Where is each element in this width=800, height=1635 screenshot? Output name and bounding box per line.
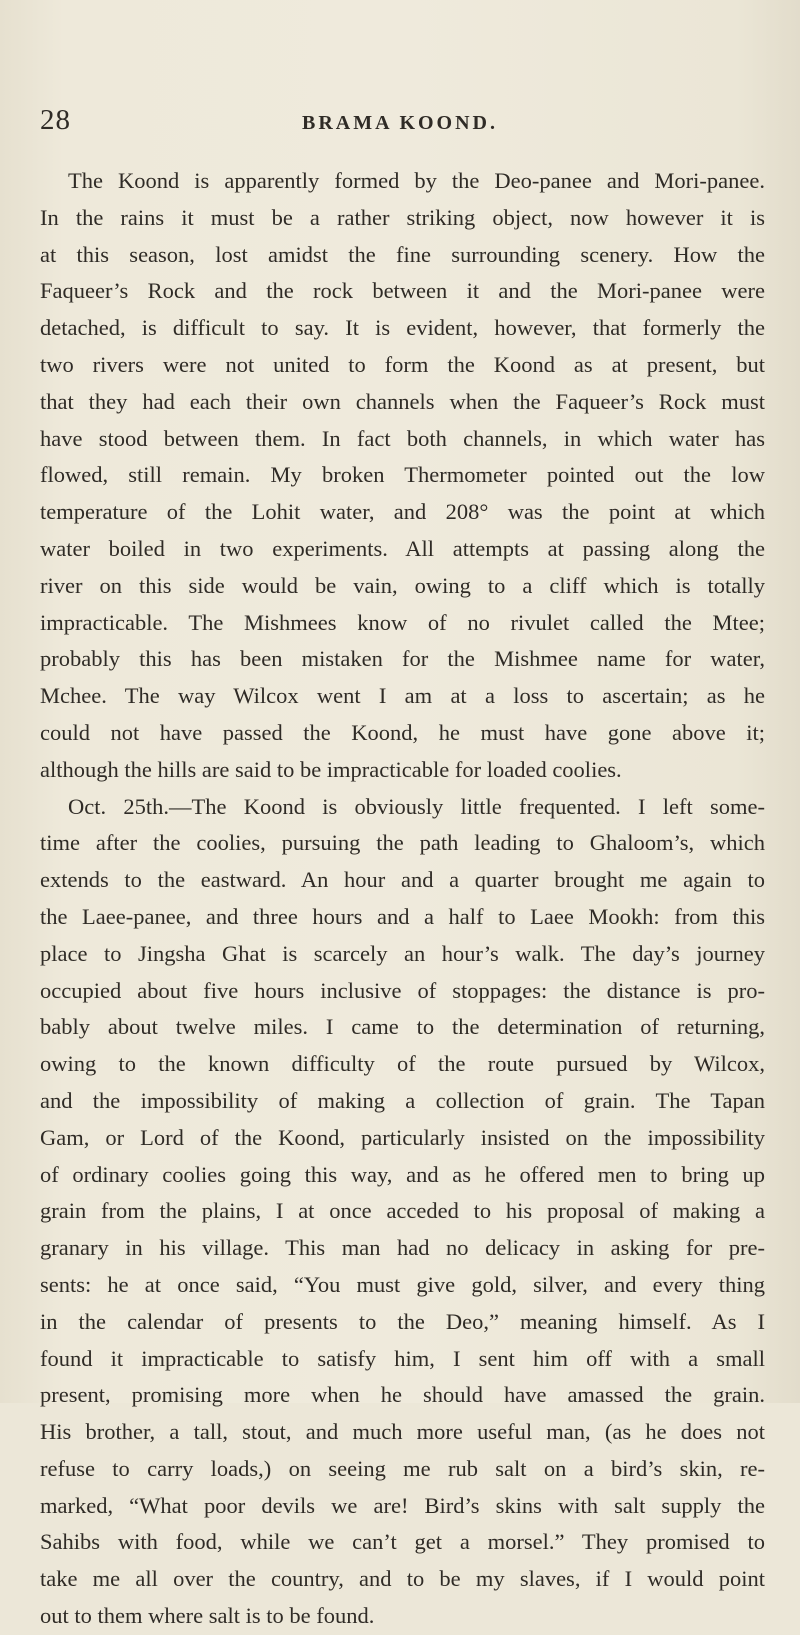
text-line: Faqueer’s Rock and the rock between it and the Mori-panee were	[40, 278, 765, 304]
text-line: His brother, a tall, stout, and much more useful man, (as he does not	[40, 1419, 765, 1445]
text-line: have stood between them. In fact both channels, in which water has	[40, 425, 765, 451]
text-line: found it impracticable to satisfy him, I sent him off with a small	[40, 1345, 765, 1371]
text-line: that they had each their own channels when the Faqueer’s Rock must	[40, 388, 765, 414]
text-line: sents: he at once said, “You must give gold, silver, and every thing	[40, 1271, 765, 1297]
text-line: temperature of the Lohit water, and 208° was the point at which	[40, 499, 765, 525]
text-line: water boiled in two experiments. All attempts at passing along the	[40, 535, 765, 561]
text-line: In the rains it must be a rather striking object, now however it is	[40, 204, 765, 230]
text-line: The Koond is apparently formed by the Deo-panee and Mori-panee.	[68, 168, 765, 193]
text-line: probably this has been mistaken for the Mishmee name for water,	[40, 646, 765, 672]
text-line: extends to the eastward. An hour and a quarter brought me again to	[40, 867, 765, 893]
text-line: granary in his village. This man had no delicacy in asking for pre-	[40, 1235, 765, 1261]
text-line: marked, “What poor devils we are! Bird’s skins with salt supply the	[40, 1492, 765, 1518]
text-line: could not have passed the Koond, he must have gone above it;	[40, 719, 765, 745]
text-line: although the hills are said to be impracticable for loaded coolies.	[40, 756, 622, 782]
text-line: in the calendar of presents to the Deo,” meaning himself. As I	[40, 1308, 765, 1334]
body-text	[40, 163, 765, 1635]
text-line: detached, is difficult to say. It is evident, however, that formerly the	[40, 315, 765, 341]
text-line: Mchee. The way Wilcox went I am at a loss to ascertain; as he	[40, 683, 765, 709]
text-line: present, promising more when he should have amassed the grain.	[40, 1382, 765, 1408]
text-line: impracticable. The Mishmees know of no rivulet called the Mtee;	[40, 609, 765, 635]
text-line: grain from the plains, I at once acceded to his proposal of making a	[40, 1198, 765, 1224]
text-line: Gam, or Lord of the Koond, particularly insisted on the impossibility	[40, 1124, 765, 1150]
text-line: the Laee-panee, and three hours and a half to Laee Mookh: from this	[40, 903, 765, 929]
text-line: two rivers were not united to form the Koond as at present, but	[40, 351, 765, 377]
text-line: at this season, lost amidst the fine surrounding scenery. How the	[40, 241, 765, 267]
page-header	[40, 104, 760, 144]
text-line: bably about twelve miles. I came to the determination of returning,	[40, 1014, 765, 1040]
running-head: BRAMA KOOND.	[302, 112, 498, 134]
text-line: Oct. 25th.—The Koond is obviously little frequented. I left some-	[68, 793, 765, 819]
text-line: of ordinary coolies going this way, and as he offered men to bring up	[40, 1161, 765, 1187]
text-line: occupied about five hours inclusive of stoppages: the distance is pro-	[40, 977, 765, 1003]
text-line: Sahibs with food, while we can’t get a morsel.” They promised to	[40, 1529, 765, 1555]
text-line: refuse to carry loads,) on seeing me rub salt on a bird’s skin, re-	[40, 1455, 765, 1481]
text-line: take me all over the country, and to be my slaves, if I would point	[40, 1566, 765, 1592]
text-line: place to Jingsha Ghat is scarcely an hour’s walk. The day’s journey	[40, 940, 765, 966]
text-line: river on this side would be vain, owing to a cliff which is totally	[40, 572, 765, 598]
text-line: time after the coolies, pursuing the path leading to Ghaloom’s, which	[40, 830, 765, 856]
text-line: and the impossibility of making a collection of grain. The Tapan	[40, 1087, 765, 1113]
text-line: out to them where salt is to be found.	[40, 1603, 375, 1629]
text-line: owing to the known difficulty of the route pursued by Wilcox,	[40, 1051, 765, 1077]
text-line: flowed, still remain. My broken Thermometer pointed out the low	[40, 462, 765, 488]
page-number: 28	[40, 104, 71, 136]
